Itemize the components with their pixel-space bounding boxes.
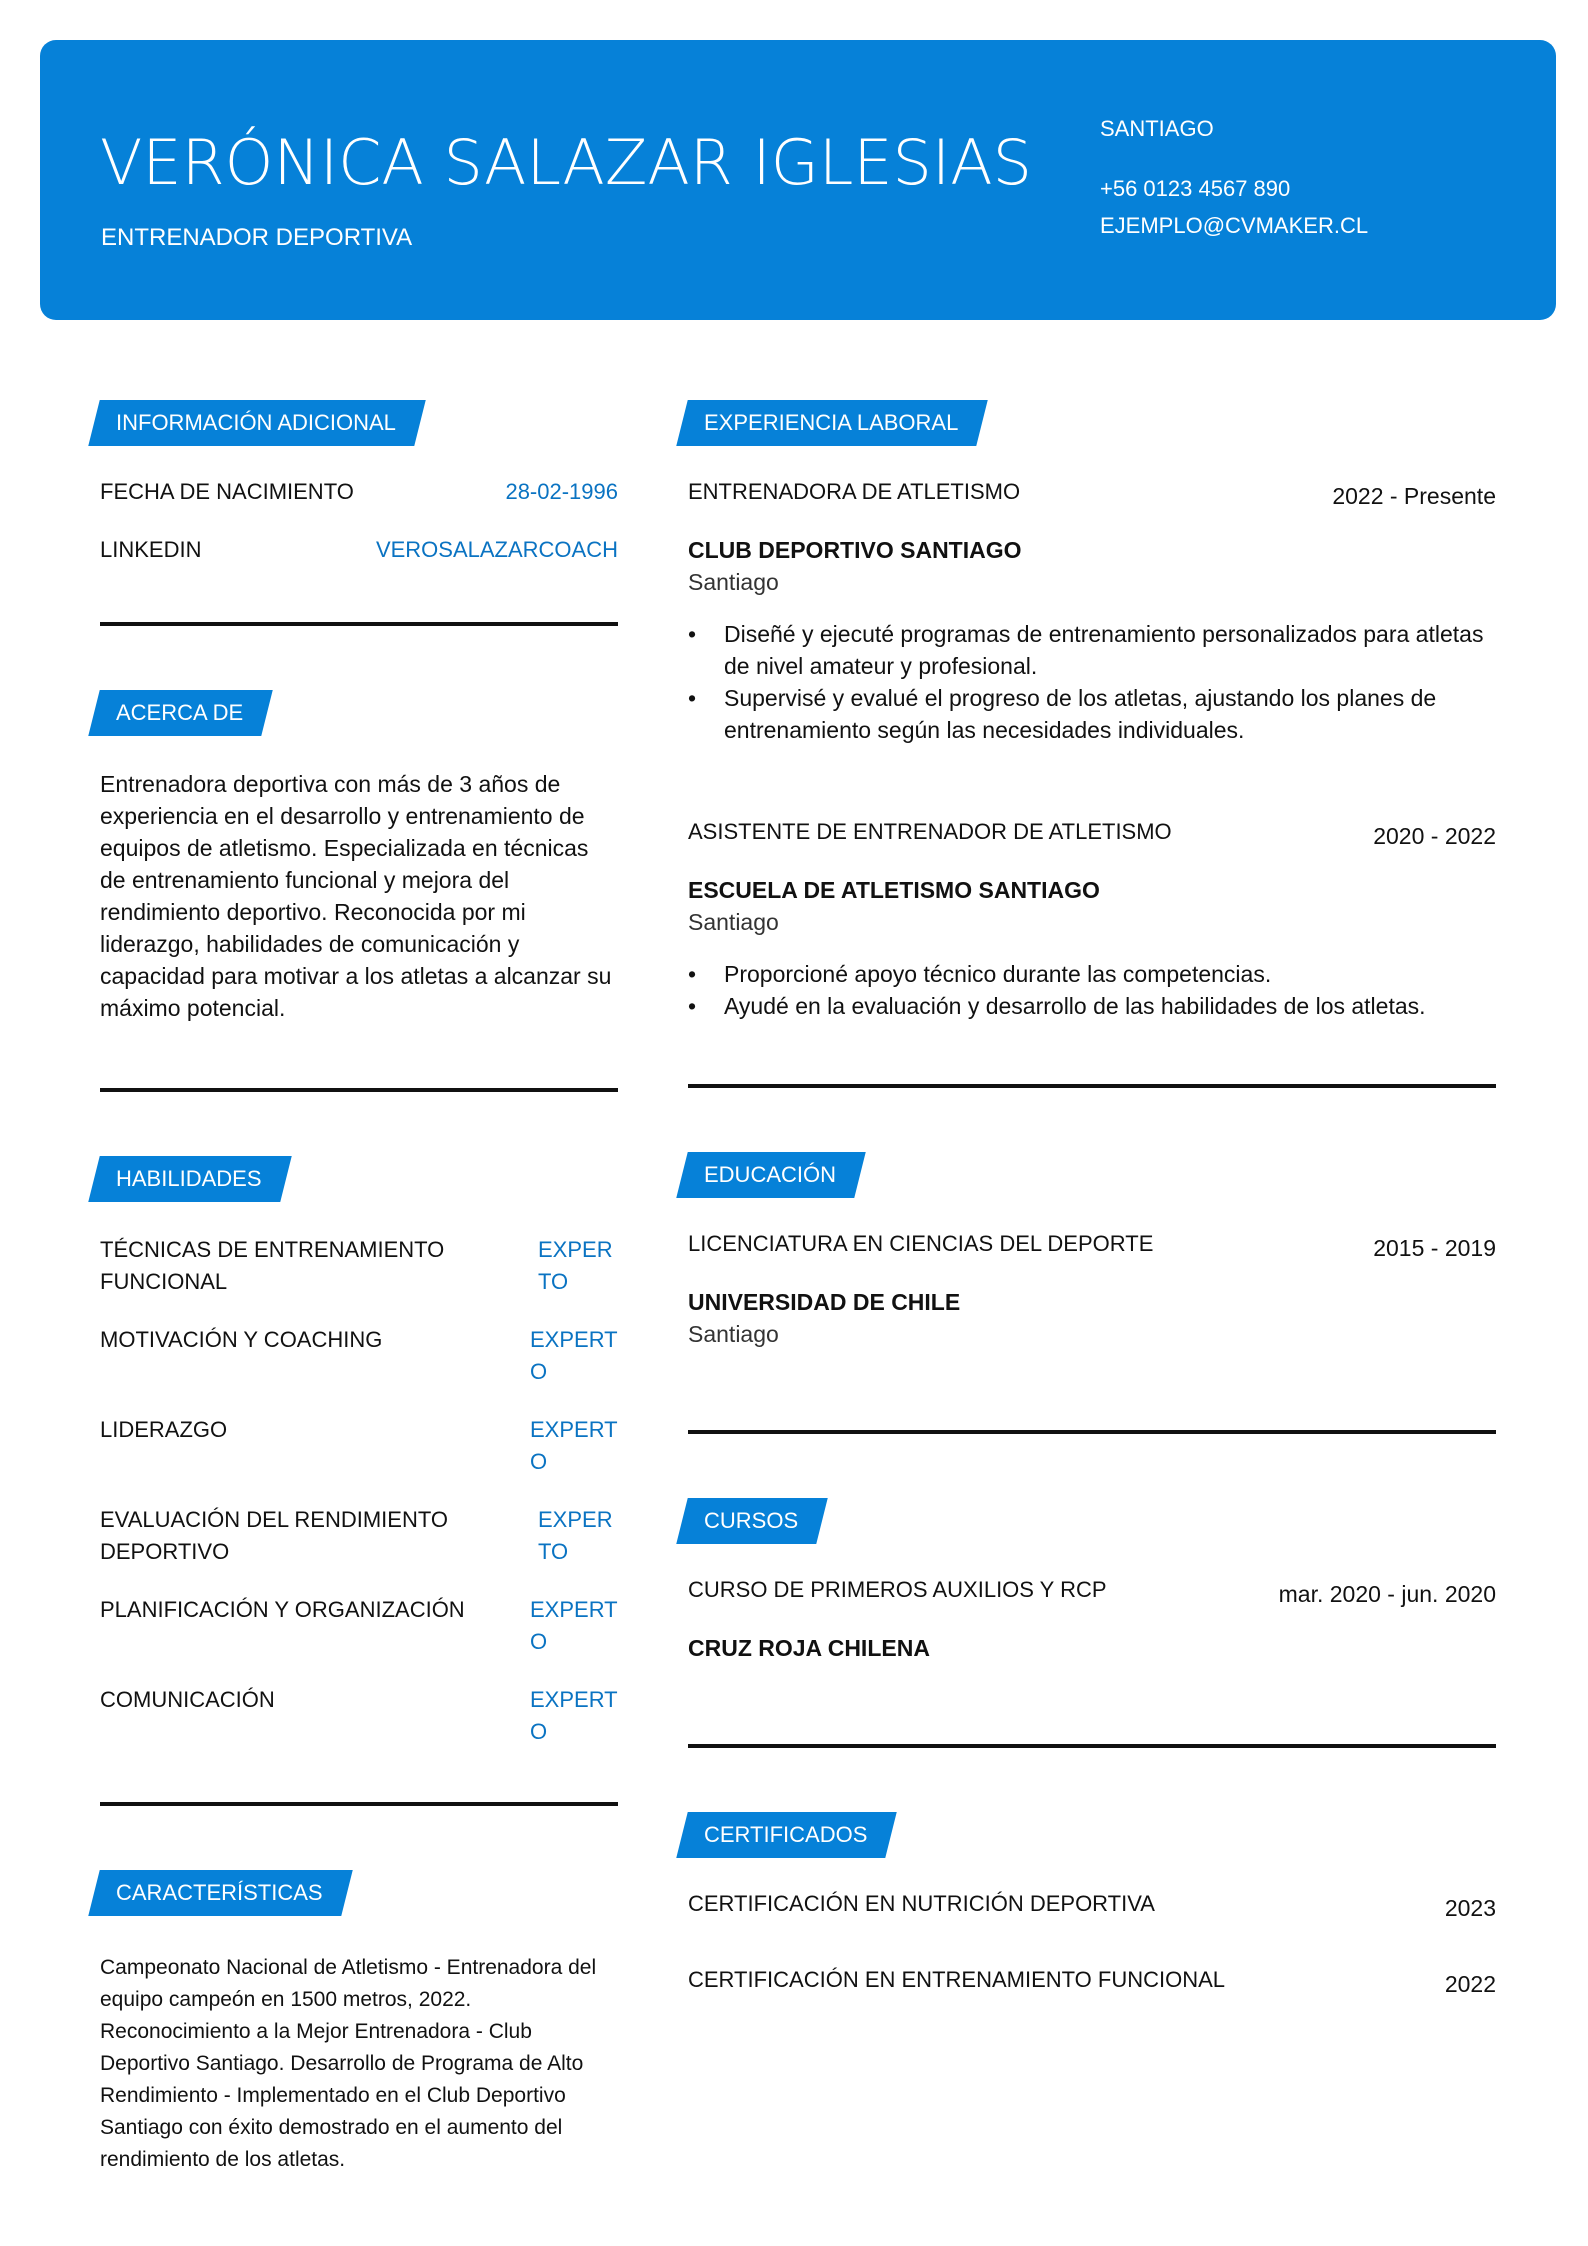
skill-level: EXPERTO [530, 1597, 618, 1654]
section-divider [100, 1088, 618, 1092]
education-date: 2015 - 2019 [1373, 1235, 1496, 1261]
skill-level: EXPERTO [530, 1327, 618, 1384]
experience-section [688, 400, 1496, 1088]
certificate-row [688, 1888, 1496, 1924]
course-title: CURSO DE PRIMEROS AUXILIOS Y RCP [688, 1577, 1107, 1602]
certificate-title: CERTIFICACIÓN EN NUTRICIÓN DEPORTIVA [688, 1891, 1155, 1916]
skill-row [100, 1414, 618, 1478]
skill-level: EXPERTO [538, 1237, 613, 1294]
header-banner [40, 40, 1556, 320]
education-location: Santiago [688, 1321, 779, 1347]
education-institution: UNIVERSIDAD DE CHILE [688, 1289, 961, 1315]
about-section [100, 690, 618, 1092]
contact-phone: +56 0123 4567 890 [1100, 176, 1291, 201]
certificate-year: 2022 [1444, 1971, 1496, 1997]
section-heading: CARACTERÍSTICAS [94, 1870, 347, 1916]
skill-level: EXPERTO [530, 1417, 618, 1474]
skill-name: PLANIFICACIÓN Y ORGANIZACIÓN [100, 1597, 465, 1622]
section-heading: ACERCA DE [94, 690, 267, 736]
job-location: Santiago [688, 569, 779, 595]
traits-text: Campeonato Nacional de Atletismo - Entrenadora del equipo campeón en 1500 metros, 2022. Reconocimiento a la Mejor Entrenadora - Club Deportivo Santiago. Desarrollo de Programa de Alto Rendimiento - Implementado en el Club Deportivo Santiago con éxito demostrado en el aumento del rendimiento de los atletas. [100, 1956, 597, 2171]
list-item: • Supervisé y evalué el progreso de los atletas, ajustando los planes de entrenamiento según las necesidades individuales. [688, 682, 1496, 746]
traits-section [100, 1870, 618, 2176]
info-label: LINKEDIN [100, 537, 202, 562]
skill-row [100, 1324, 618, 1388]
contact-email: EJEMPLO@CVMAKER.CL [1100, 213, 1369, 238]
job-bullets [688, 958, 1496, 1022]
section-heading: CURSOS [682, 1498, 822, 1544]
info-label: FECHA DE NACIMIENTO [100, 479, 354, 504]
info-section [100, 400, 618, 626]
section-divider [688, 1084, 1496, 1088]
job-entry [688, 816, 1496, 1022]
list-item: • Diseñé y ejecuté programas de entrenamiento personalizados para atletas de nivel amateur y profesional. [688, 618, 1496, 682]
section-divider [100, 622, 618, 626]
skill-row [100, 1234, 618, 1298]
info-value: 28-02-1996 [505, 479, 618, 504]
skill-name: TÉCNICAS DE ENTRENAMIENTO FUNCIONAL [100, 1237, 445, 1294]
skill-name: MOTIVACIÓN Y COACHING [100, 1327, 383, 1352]
course-date: mar. 2020 - jun. 2020 [1278, 1581, 1496, 1607]
section-heading: INFORMACIÓN ADICIONAL [94, 400, 420, 446]
education-section [688, 1152, 1496, 1434]
section-heading: EXPERIENCIA LABORAL [682, 400, 982, 446]
candidate-title: ENTRENADOR DEPORTIVA [101, 224, 413, 251]
skills-section [100, 1156, 618, 1806]
skill-row [100, 1594, 618, 1658]
contact-city: SANTIAGO [1100, 116, 1214, 141]
job-date: 2022 - Presente [1332, 483, 1496, 509]
skill-row [100, 1684, 618, 1748]
section-divider [688, 1744, 1496, 1748]
job-entry [688, 476, 1496, 746]
certificate-row [688, 1964, 1496, 2000]
candidate-name: VERÓNICA SALAZAR IGLESIAS [100, 126, 1032, 199]
skill-name: COMUNICACIÓN [100, 1687, 275, 1712]
section-heading: HABILIDADES [94, 1156, 286, 1202]
list-item: • Proporcioné apoyo técnico durante las competencias. [688, 958, 1496, 990]
section-divider [688, 1430, 1496, 1434]
job-bullets [688, 618, 1496, 746]
list-item: • Ayudé en la evaluación y desarrollo de las habilidades de los atletas. [688, 990, 1496, 1022]
certificate-title: CERTIFICACIÓN EN ENTRENAMIENTO FUNCIONAL [688, 1967, 1226, 1992]
job-title: ENTRENADORA DE ATLETISMO [688, 479, 1021, 504]
right-column [688, 400, 1496, 2000]
about-text: Entrenadora deportiva con más de 3 años de experiencia en el desarrollo y entrenamiento de equipos de atletismo. Especializada en técnicas de entrenamiento funcional y mejora del rendimiento deportivo. Reconocida por mi liderazgo, habilidades de comunicación y capacidad para motivar a los atletas a alcanzar su máximo potencial. [100, 771, 612, 1021]
job-organization: CLUB DEPORTIVO SANTIAGO [688, 537, 1022, 563]
skill-name: LIDERAZGO [100, 1417, 228, 1442]
certificate-year: 2023 [1444, 1895, 1496, 1921]
section-heading: CERTIFICADOS [682, 1812, 891, 1858]
skill-level: EXPERTO [530, 1687, 618, 1744]
section-divider [100, 1802, 618, 1806]
left-column [100, 400, 618, 2176]
course-organization: CRUZ ROJA CHILENA [688, 1635, 930, 1661]
skill-level: EXPERTO [538, 1507, 613, 1564]
info-row [100, 476, 618, 508]
job-location: Santiago [688, 909, 779, 935]
courses-section [688, 1498, 1496, 1748]
skill-row [100, 1504, 618, 1568]
section-heading: EDUCACIÓN [682, 1152, 860, 1198]
certificates-section [688, 1812, 1496, 2000]
linkedin-link[interactable]: VEROSALAZARCOACH [375, 537, 618, 562]
job-title: ASISTENTE DE ENTRENADOR DE ATLETISMO [688, 819, 1172, 844]
job-date: 2020 - 2022 [1373, 823, 1496, 849]
info-row [100, 534, 618, 566]
skill-name: EVALUACIÓN DEL RENDIMIENTO DEPORTIVO [100, 1507, 448, 1564]
job-organization: ESCUELA DE ATLETISMO SANTIAGO [688, 877, 1100, 903]
education-degree: LICENCIATURA EN CIENCIAS DEL DEPORTE [688, 1231, 1154, 1256]
